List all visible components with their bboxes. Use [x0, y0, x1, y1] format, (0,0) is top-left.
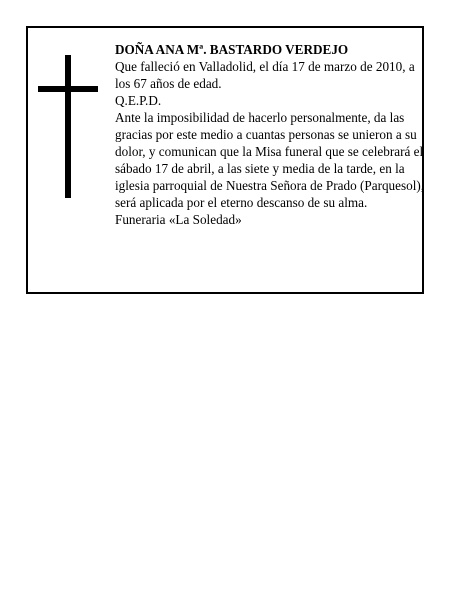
death-details: Que falleció en Valladolid, el día 17 de marzo de 2010, a los 67 años de edad.	[115, 59, 415, 91]
cross-vertical-bar	[65, 55, 71, 198]
deceased-name: DOÑA ANA Mª. BASTARDO VERDEJO	[115, 42, 349, 57]
notice-text	[115, 41, 425, 228]
cross-horizontal-bar	[38, 86, 98, 92]
cross-icon	[38, 55, 98, 198]
funeral-message: Ante la imposibilidad de hacerlo personalmente, da las gracias por este medio a cuantas personas se unieron a su dolor, y comunican que la Misa funeral que se celebrará el sábado 17 de abril, a las siete y media de la tarde, en la iglesia parroquial de Nuestra Señora de Prado (Parquesol), será aplicada por el eterno descanso de su alma.	[115, 110, 425, 210]
obituary-notice	[26, 26, 424, 294]
funeral-home: Funeraria «La Soledad»	[115, 212, 242, 227]
qepd-text: Q.E.P.D.	[115, 93, 162, 108]
